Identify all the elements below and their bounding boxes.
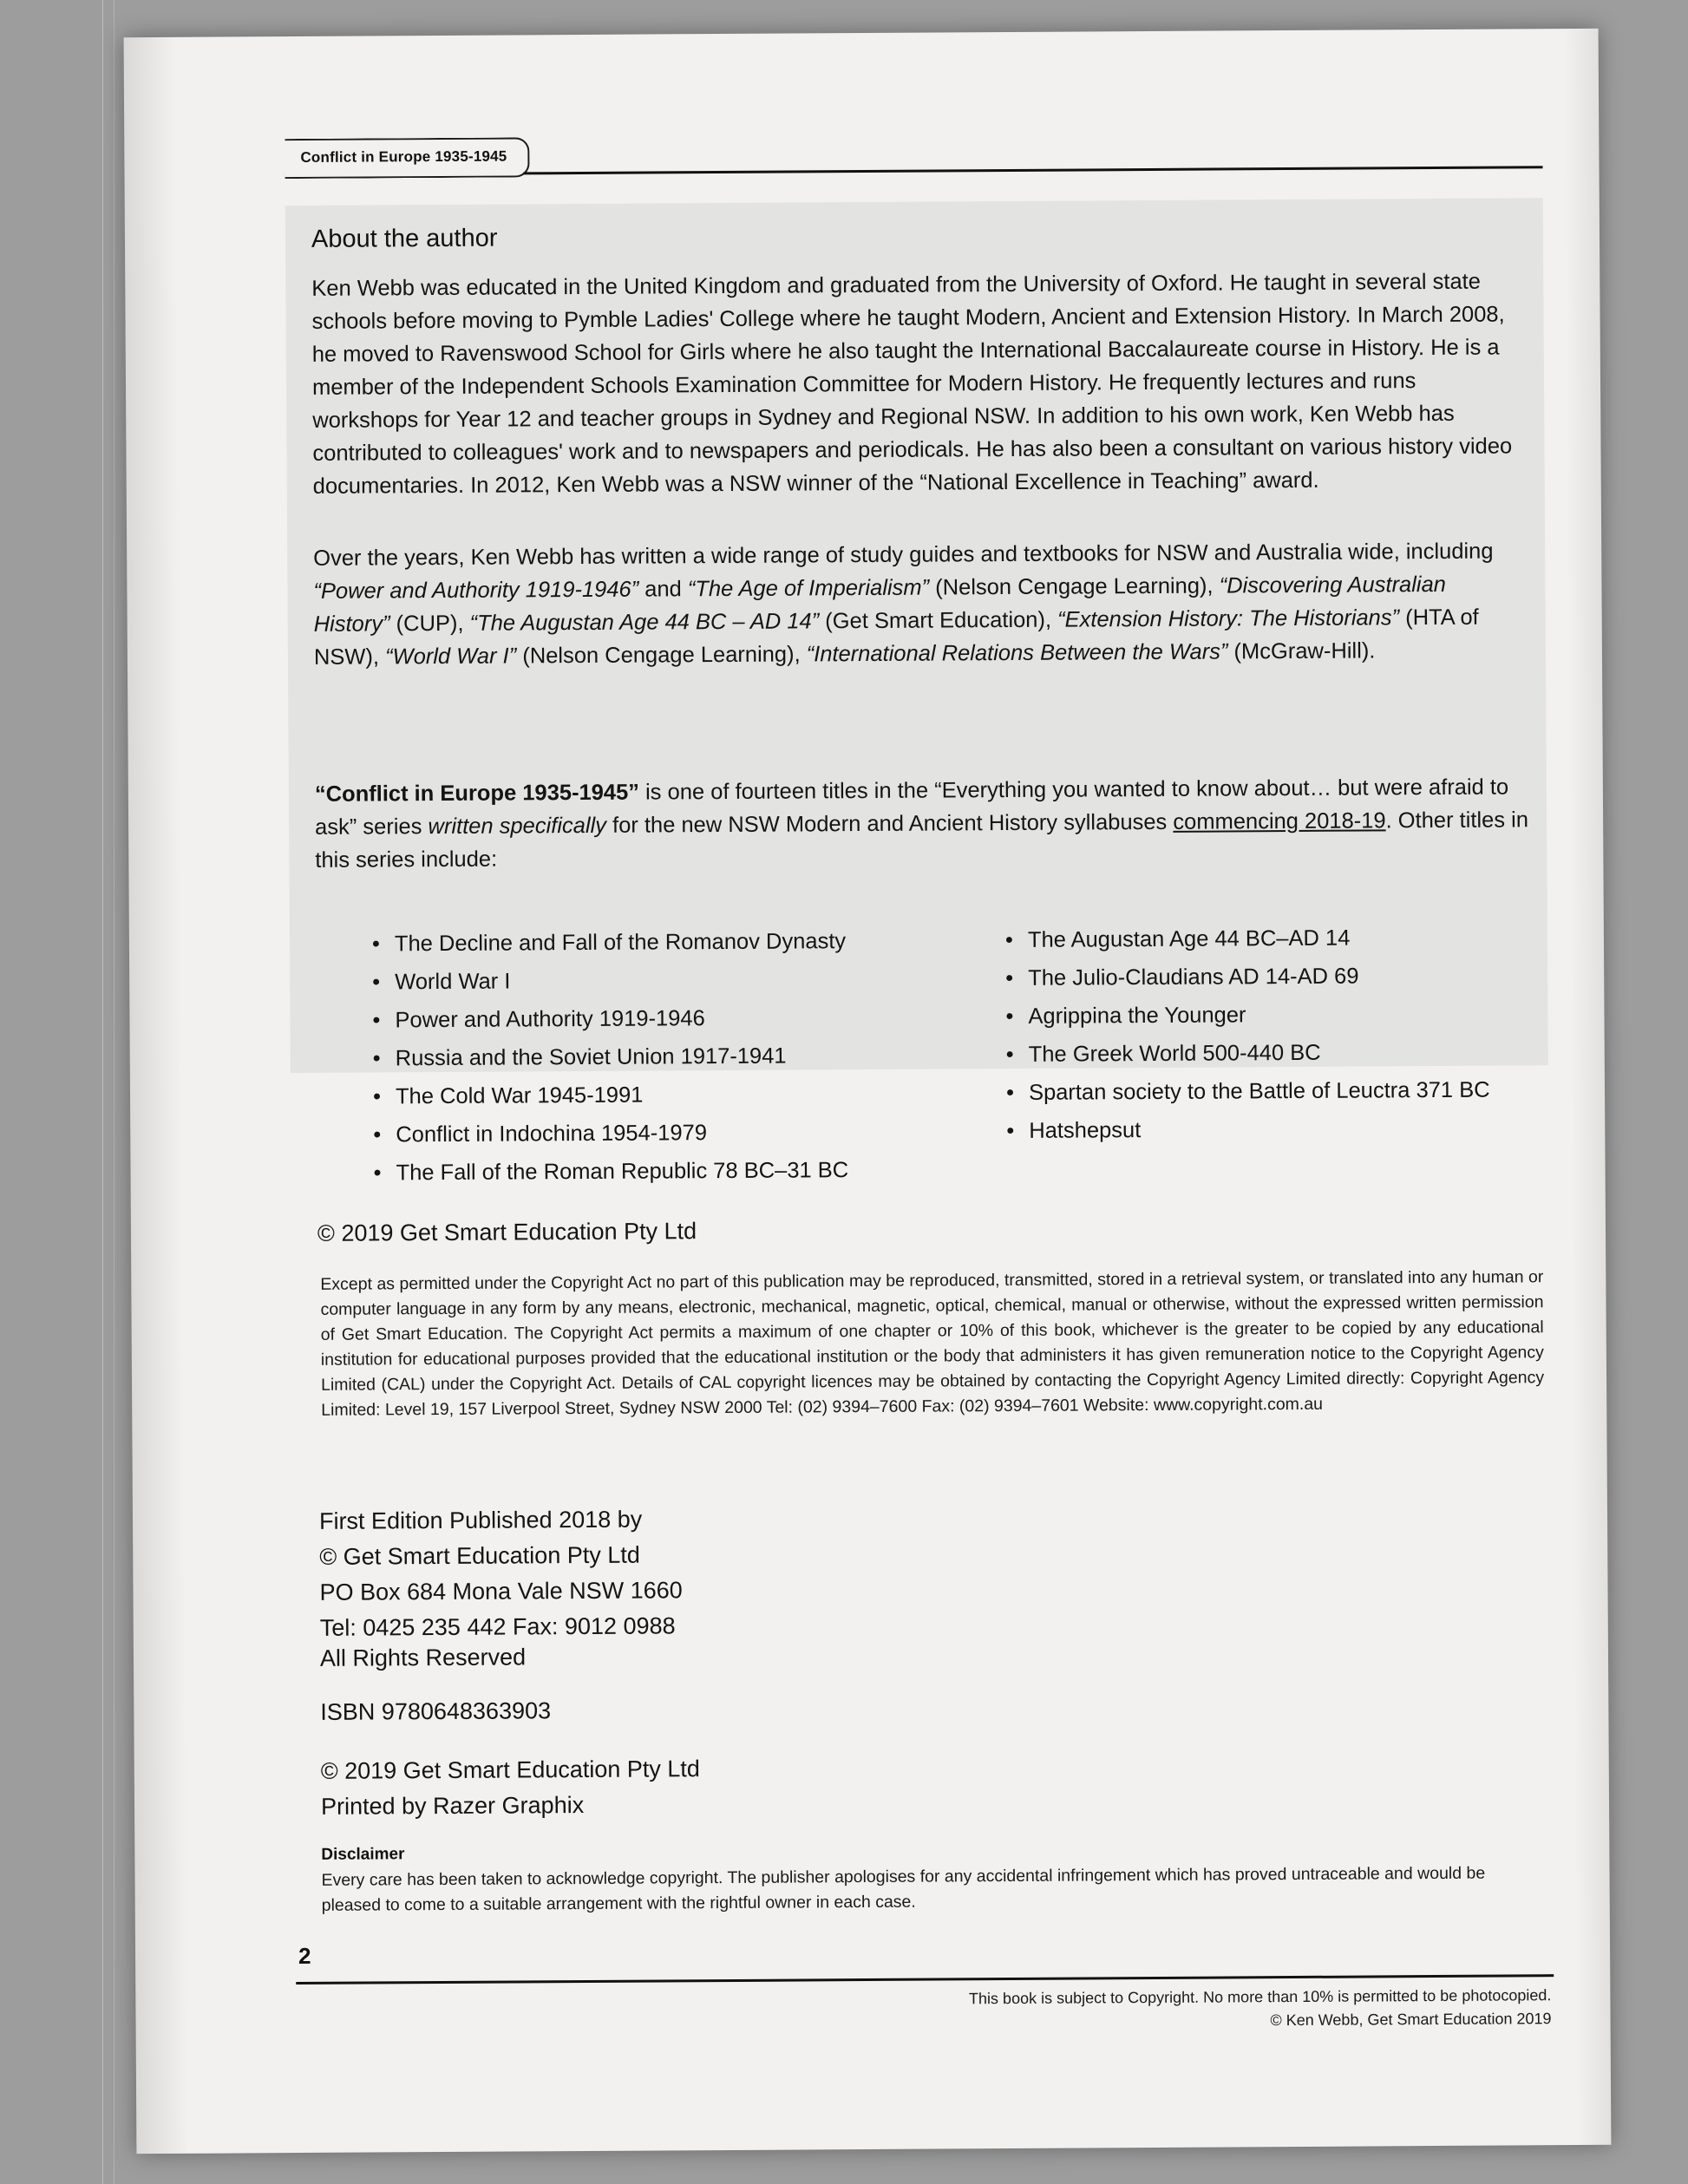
- series-emphasis-written-specifically: written specifically: [428, 813, 607, 840]
- disclaimer-text: Every care has been taken to acknowledge copyright. The publisher apologises for any accidental infringement which has proved untraceable and would be pleased to come to a suitable arrangement with the rightful owner in each case.: [321, 1863, 1486, 1915]
- list-item: • Conflict in Indochina 1954-1979: [373, 1113, 928, 1154]
- works-title-age-of-imperialism: “The Age of Imperialism”: [687, 575, 930, 602]
- works-title-discovering-australian-history: “Discovering Australian History”: [313, 572, 1446, 637]
- list-item: • Agrippina the Younger: [1005, 994, 1526, 1036]
- series-text-run: . Other titles in this series include:: [315, 808, 1529, 873]
- disclaimer-heading: Disclaimer: [321, 1845, 405, 1864]
- works-text-run: and: [638, 577, 688, 602]
- works-text-run: (Nelson Cengage Learning),: [516, 642, 807, 669]
- list-item: • The Greek World 500-440 BC: [1006, 1032, 1527, 1074]
- list-item: • The Decline and Fall of the Romanov Dynasty: [372, 922, 927, 964]
- imprint-line: Tel: 0425 235 442 Fax: 9012 0988: [319, 1612, 676, 1641]
- works-title-world-war-i: “World War I”: [385, 644, 517, 670]
- imprint-line: © Get Smart Education Pty Ltd: [319, 1541, 640, 1570]
- imprint-line: First Edition Published 2018 by: [318, 1506, 643, 1534]
- author-works-paragraph: [313, 534, 1528, 674]
- about-the-author-heading: About the author: [311, 224, 498, 253]
- list-item: • The Augustan Age 44 BC–AD 14: [1005, 918, 1526, 959]
- list-item: • Russia and the Soviet Union 1917-1941: [373, 1036, 928, 1078]
- running-head-tab: [285, 137, 529, 179]
- list-item: • World War I: [372, 960, 927, 1002]
- isbn-number: ISBN 9780648363903: [320, 1697, 552, 1725]
- author-bio-paragraph: Ken Webb was educated in the United Kingdom and graduated from the University of Oxford. He taught in several state schools before moving to Pymble Ladies' College where he taught Modern, Ancient and Extension History. In March 2008, he moved to Ravenswood School for Girls where he also taught the International Baccalaureate course in History. He is a member of the Independent Schools Examination Committee for Modern History. He frequently lectures and runs workshops for Year 12 and teacher groups in Sydney and Regional NSW. In addition to his own work, Ken Webb has contributed to colleagues' work and to newspapers and periodicals. He has also been a consultant on various history video documentaries. In 2012, Ken Webb was a NSW winner of the “National Excellence in Teaching” award.: [311, 269, 1513, 499]
- series-title-current-book: “Conflict in Europe 1935-1945”: [314, 780, 640, 807]
- series-text-run: for the new NSW Modern and Ancient History syllabuses: [605, 809, 1174, 838]
- footer-copyright-note: [770, 1984, 1551, 2035]
- works-title-international-relations: “International Relations Between the Wars”: [806, 639, 1228, 667]
- works-text-run: Over the years, Ken Webb has written a wide range of study guides and textbooks for NSW and Australia wide, including: [313, 539, 1494, 571]
- page-content: [124, 29, 1612, 2154]
- scan-artifact-line: [102, 0, 103, 2184]
- legal-notice-text: Except as permitted under the Copyright Act no part of this publication may be reproduced, transmitted, stored in a retrieval system, or translated into any human or computer language in any form by any means, electronic, mechanical, magnetic, optical, chemical, manual or otherwise, without the expressed written permission of Get Smart Education. The Copyright Act permits a maximum of one chapter or 10% of this book, whichever is the greater to be copied by any educational institution for educational purposes provided that the educational institution or the body that administers it has given remuneration notice to the Copyright Agency Limited (CAL) under the Copyright Act. Details of CAL copyright licences may be obtained by contacting the Copyright Agency Limited directly: Copyright Agency Limited: Level 19, 157 Liverpool Street, Sydney NSW 2000 Tel: (02) 9394–7600 Fax: (02) 9394–7601 Website: www.copyright.com.au: [320, 1267, 1545, 1420]
- series-titles-left-column: [372, 922, 929, 1193]
- series-titles-right-column: [1005, 918, 1528, 1150]
- works-title-power-and-authority: “Power and Authority 1919-1946”: [313, 577, 639, 604]
- imprint-line: PO Box 684 Mona Vale NSW 1660: [319, 1577, 683, 1605]
- footer-note-line-1: This book is subject to Copyright. No more than 10% is permitted to be photocopied.: [968, 1986, 1552, 2008]
- list-item: • The Cold War 1945-1991: [373, 1075, 928, 1116]
- works-text-run: (CUP),: [389, 611, 470, 637]
- header-rule: [524, 166, 1543, 174]
- all-rights-reserved: All Rights Reserved: [319, 1644, 527, 1671]
- works-text-run: (Get Smart Education),: [819, 607, 1058, 634]
- list-item: • The Fall of the Roman Republic 78 BC–31 BC: [373, 1151, 928, 1193]
- works-title-augustan-age: “The Augustan Age 44 BC – AD 14”: [469, 609, 820, 636]
- works-text-run: (McGraw-Hill).: [1227, 638, 1376, 664]
- page-number: 2: [298, 1942, 311, 1970]
- printer-line: Printed by Razer Graphix: [320, 1792, 585, 1820]
- bottom-copyright-block: [321, 1751, 701, 1825]
- imprint-block: [319, 1501, 683, 1646]
- bottom-copyright-line: © 2019 Get Smart Education Pty Ltd: [320, 1756, 701, 1784]
- book-page: [124, 29, 1612, 2154]
- list-item: • The Julio-Claudians AD 14-AD 69: [1005, 956, 1526, 997]
- list-item: • Power and Authority 1919-1946: [372, 998, 927, 1040]
- running-head-label: Conflict in Europe 1935-1945: [300, 147, 507, 166]
- series-text-run: is one of fourteen titles in the “Everything you wanted to know about… but were afraid to ask” series: [315, 775, 1509, 840]
- footer-rule: [296, 1974, 1554, 1985]
- list-item: • Spartan society to the Battle of Leuctra 371 BC: [1006, 1070, 1527, 1112]
- footer-note-line-2: © Ken Webb, Get Smart Education 2019: [1270, 2010, 1552, 2030]
- series-emphasis-commencing: commencing 2018-19: [1173, 808, 1386, 834]
- works-text-run: (HTA of NSW),: [313, 605, 1479, 670]
- copyright-statement: © 2019 Get Smart Education Pty Ltd: [317, 1218, 697, 1246]
- works-text-run: (Nelson Cengage Learning),: [929, 573, 1220, 600]
- series-intro-paragraph: [315, 770, 1530, 877]
- works-title-extension-history: “Extension History: The Historians”: [1057, 605, 1400, 632]
- list-item: • Hatshepsut: [1006, 1108, 1527, 1150]
